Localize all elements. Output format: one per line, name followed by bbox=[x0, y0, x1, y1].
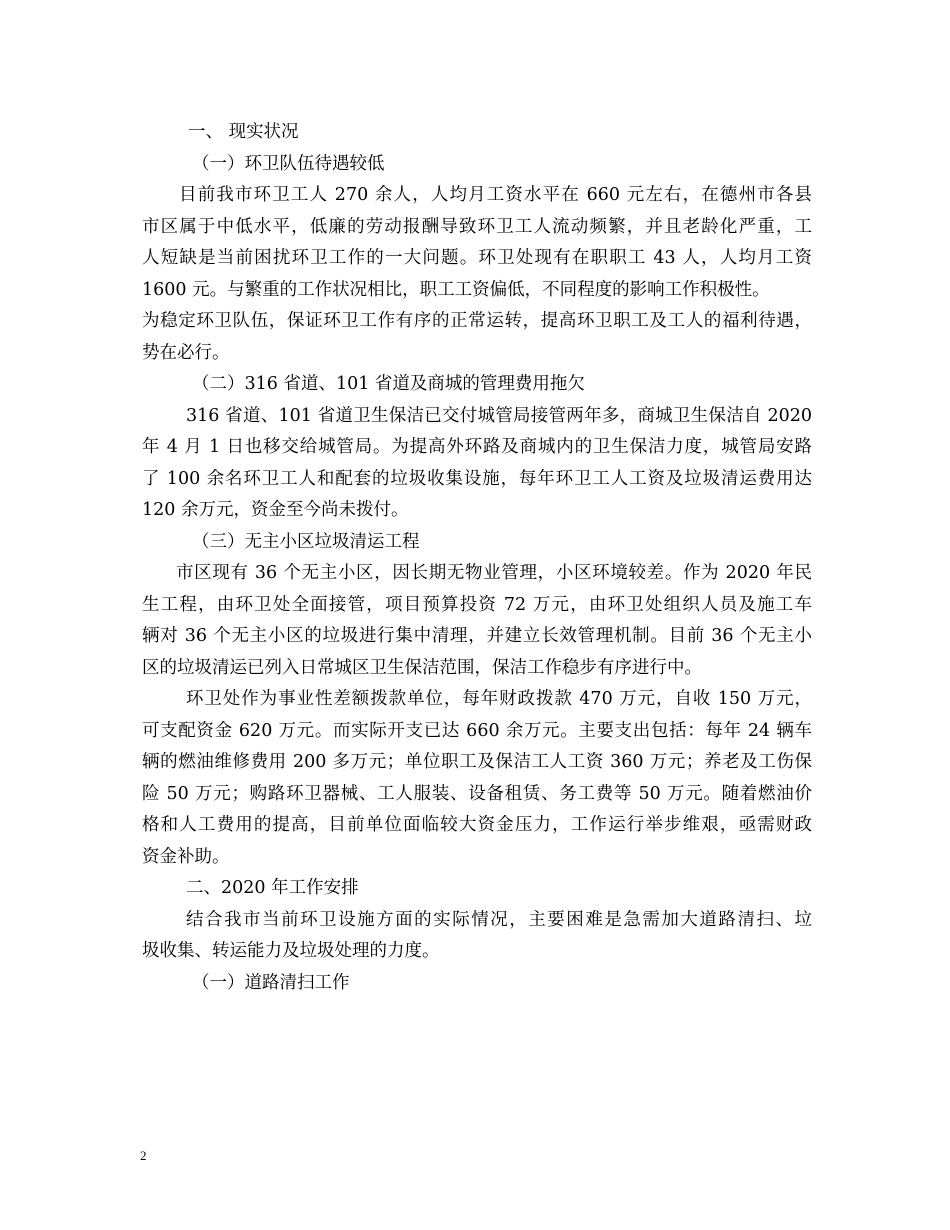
paragraph-line: 可支配资金 620 万元。而实际开支已达 660 余万元。主要支出包括：每年 24 辆车 bbox=[142, 720, 812, 741]
paragraph-line: 势在必行。 bbox=[142, 342, 230, 363]
section-heading-line: （三）无主小区垃圾清运工程 bbox=[192, 531, 420, 552]
paragraph-line: 格和人工费用的提高，目前单位面临较大资金压力，工作运行举步维艰，亟需财政 bbox=[142, 815, 812, 835]
section-heading-line: 一、 现实状况 bbox=[188, 122, 299, 142]
paragraph-line: 为稳定环卫队伍，保证环卫工作有序的正常运转，提高环卫职工及工人的福利待遇， bbox=[142, 311, 812, 331]
paragraph-line: 辆对 36 个无主小区的垃圾进行集中清理，并建立长效管理机制。目前 36 个无主小 bbox=[142, 626, 812, 646]
paragraph-line: 二、2020 年工作安排 bbox=[186, 878, 359, 898]
section-heading-line: （一）道路清扫工作 bbox=[192, 972, 350, 993]
paragraph-line: 年 4 月 1 日也移交给城管局。为提高外环路及商城内的卫生保洁力度，城管局安路 bbox=[142, 437, 812, 457]
paragraph-line: 市区现有 36 个无主小区，因长期无物业管理，小区环境较差。作为 2020 年民 bbox=[176, 563, 812, 583]
paragraph-line: 圾收集、转运能力及垃圾处理的力度。 bbox=[142, 941, 440, 961]
paragraph-line: 目前我市环卫工人 270 余人，人均月工资水平在 660 元左右，在德州市各县 bbox=[179, 185, 812, 205]
paragraph-line: 1600 元。与繁重的工作状况相比，职工工资偏低，不同程度的影响工作积极性。 bbox=[142, 279, 770, 300]
paragraph-line: 结合我市当前环卫设施方面的实际情况，主要困难是急需加大道路清扫、垃 bbox=[186, 909, 812, 930]
page-number: 2 bbox=[140, 1148, 147, 1163]
paragraph-line: 316 省道、101 省道卫生保洁已交付城管局接管两年多，商城卫生保洁自 2020 bbox=[186, 405, 812, 426]
document-body bbox=[142, 117, 812, 999]
section-heading-line: （一）环卫队伍待遇较低 bbox=[192, 153, 385, 174]
paragraph-line: 辆的燃油维修费用 200 多万元；单位职工及保洁工人工资 360 万元；养老及工伤保 bbox=[142, 752, 812, 772]
paragraph-line: 人短缺是当前困扰环卫工作的一大问题。环卫处现有在职职工 43 人，人均月工资 bbox=[142, 248, 812, 268]
section-heading-line: （二）316 省道、101 省道及商城的管理费用拖欠 bbox=[192, 374, 585, 394]
paragraph-line: 生工程，由环卫处全面接管，项目预算投资 72 万元，由环卫处组织人员及施工车 bbox=[142, 594, 812, 615]
paragraph-line: 市区属于中低水平，低廉的劳动报酬导致环卫工人流动频繁，并且老龄化严重，工 bbox=[142, 216, 812, 237]
paragraph-line: 了 100 余名环卫工人和配套的垃圾收集设施，每年环卫工人工资及垃圾清运费用达 bbox=[142, 468, 812, 489]
paragraph-line: 资金补助。 bbox=[142, 846, 230, 867]
paragraph-line: 120 余万元，资金至今尚未拨付。 bbox=[142, 500, 409, 520]
paragraph-line: 险 50 万元；购路环卫器械、工人服装、设备租赁、务工费等 50 万元。随着燃油价 bbox=[142, 783, 812, 804]
paragraph-line: 区的垃圾清运已列入日常城区卫生保洁范围，保洁工作稳步有序进行中。 bbox=[142, 657, 702, 678]
paragraph-line: 环卫处作为事业性差额拨款单位，每年财政拨款 470 万元，自收 150 万元， bbox=[186, 689, 812, 709]
